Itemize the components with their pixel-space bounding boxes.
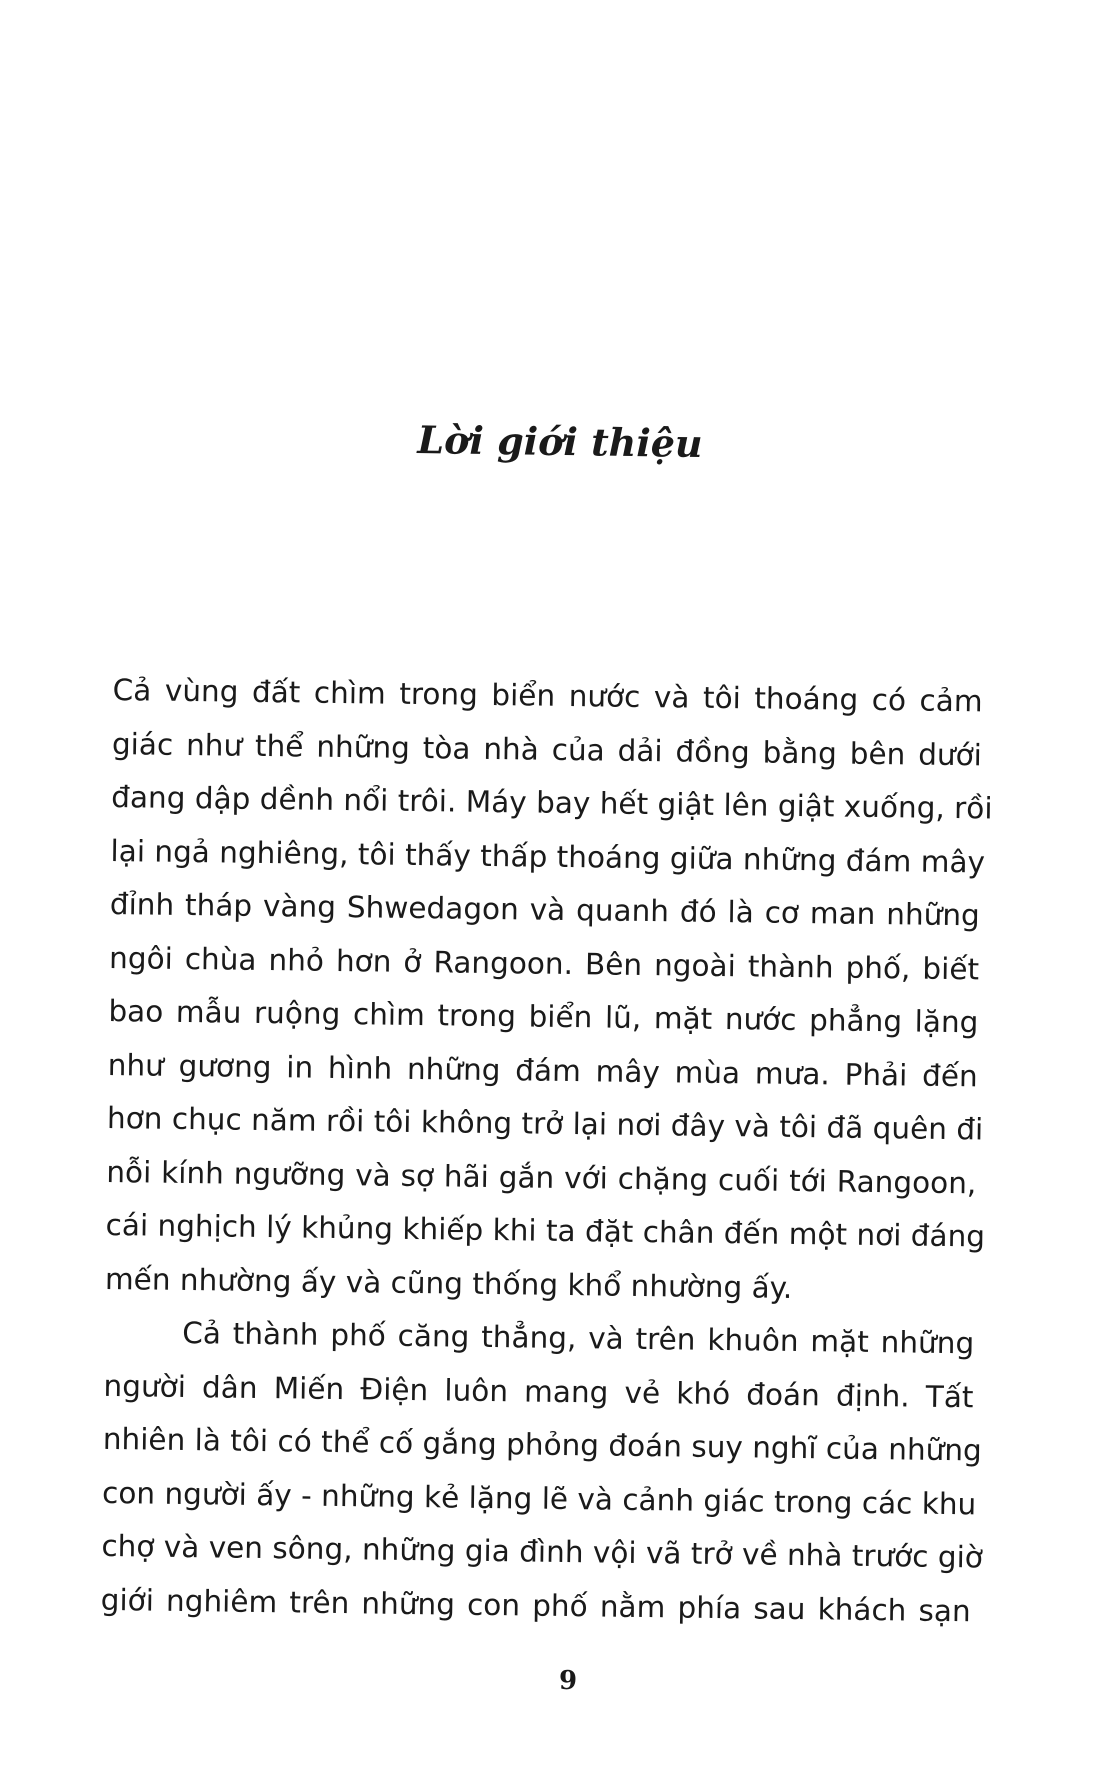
text-line: đang dập dềnh nổi trôi. Máy bay hết giật lên giật xuống, rồi [111, 779, 993, 826]
text-line: giới nghiêm trên những con phố nằm phía sau khách sạn [100, 1582, 971, 1628]
text-line: chợ và ven sông, những gia đình vội vã trở về nhà trước giờ [101, 1528, 984, 1575]
text-line: ngôi chùa nhỏ hơn ở Rangoon. Bên ngoài thành phố, biết [108, 940, 980, 986]
text-line: nhiên là tôi có thể cố gắng phỏng đoán suy nghĩ của những [102, 1421, 983, 1468]
chapter-title: Lời giới thiệu [417, 417, 703, 466]
text-line: mến nhường ấy và cũng thống khổ nhường ấy. [104, 1261, 793, 1305]
text-line: hơn chục năm rồi tôi không trở lại nơi đây và tôi đã quên đi [106, 1100, 984, 1147]
page-number: 9 [558, 1665, 578, 1697]
text-line: đỉnh tháp vàng Shwedagon và quanh đó là cơ man những [109, 886, 981, 933]
text-line: giác như thể những tòa nhà của dải đồng bằng bên dưới [111, 726, 983, 772]
text-line: bao mẫu ruộng chìm trong biển lũ, mặt nước phẳng lặng [108, 993, 979, 1040]
text-line: nỗi kính ngưỡng và sợ hãi gắn với chặng cuối tới Rangoon, [106, 1154, 977, 1200]
text-line: như gương in hình những đám mây mùa mưa. Phải đến [107, 1047, 978, 1093]
text-line: Cả thành phố căng thẳng, và trên khuôn mặt những [182, 1315, 975, 1361]
text-line: lại ngả nghiêng, tôi thấy thấp thoáng giữa những đám mây [110, 833, 986, 879]
text-line: Cả vùng đất chìm trong biển nước và tôi thoáng có cảm [112, 672, 983, 719]
text-line: người dân Miến Điện luôn mang vẻ khó đoán định. Tất [103, 1368, 974, 1414]
text-line: cái nghịch lý khủng khiếp khi ta đặt chân đến một nơi đáng [105, 1207, 986, 1254]
body-text [100, 664, 993, 1638]
text-line: con người ấy - những kẻ lặng lẽ và cảnh giác trong các khu [101, 1475, 977, 1521]
